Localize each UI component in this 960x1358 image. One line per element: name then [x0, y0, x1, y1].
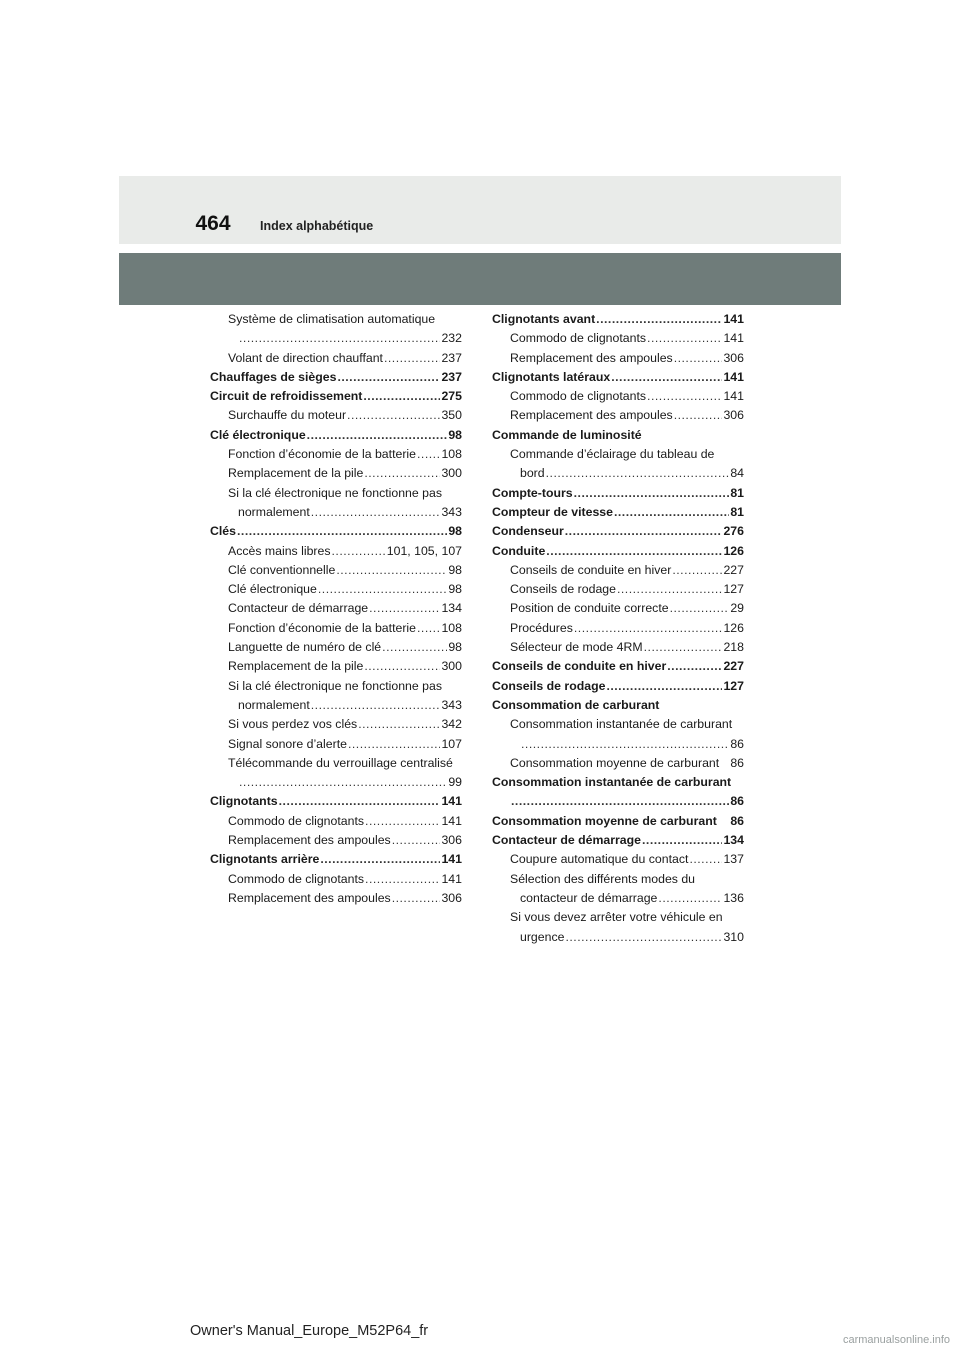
index-entry: [210, 715, 462, 734]
dot-leader: [647, 387, 722, 406]
index-entry-text: Chauffages de sièges: [210, 369, 337, 384]
index-entry-page[interactable]: 237: [441, 369, 462, 384]
index-entry: [492, 522, 744, 541]
dot-leader: [606, 677, 722, 696]
index-entry-page[interactable]: 306: [723, 408, 744, 423]
index-entry-text: Système de climatisation automatique: [228, 312, 436, 326]
index-entry-text: Clignotants avant: [492, 312, 596, 326]
index-entry-text: urgence: [520, 929, 565, 944]
index-entry: [492, 619, 744, 638]
index-entry-page[interactable]: 306: [441, 833, 462, 848]
dot-leader: [332, 542, 386, 561]
index-entry-page[interactable]: 108: [441, 447, 462, 462]
dot-leader: [392, 889, 441, 908]
index-entry-text: Consommation de carburant: [492, 697, 660, 712]
index-entry-page[interactable]: 350: [441, 408, 462, 423]
section-title: Index alphabétique: [260, 219, 374, 233]
index-entry-text: Clignotants latéraux: [492, 369, 611, 384]
index-entry-text: Conduite: [492, 543, 546, 558]
index-entry-page[interactable]: 310: [723, 929, 744, 944]
index-entry: [210, 522, 462, 541]
index-entry-page[interactable]: 141: [441, 794, 462, 809]
index-entry-page[interactable]: 237: [441, 350, 462, 365]
index-entry: [492, 812, 744, 831]
index-entry-text: Clés: [210, 524, 236, 539]
index-entry: [492, 580, 744, 599]
index-column-left: [210, 310, 462, 908]
index-entry-text: Clignotants: [210, 794, 278, 809]
index-entry-text: bord: [520, 466, 545, 481]
index-entry-text: Remplacement des ampoules: [510, 408, 673, 423]
index-entry-page[interactable]: 81: [730, 504, 744, 519]
index-entry-text: contacteur de démarrage: [520, 890, 658, 905]
index-entry: [210, 773, 462, 792]
index-entry-text: normalement: [238, 697, 310, 712]
index-entry: [210, 445, 462, 464]
index-entry: [210, 792, 462, 811]
index-entry: [492, 484, 744, 503]
index-entry-text: Remplacement des ampoules: [510, 350, 673, 365]
dot-leader: [617, 580, 723, 599]
index-entry: [492, 445, 744, 464]
index-entry-page[interactable]: 81: [730, 485, 744, 500]
dot-leader: [658, 889, 722, 908]
index-entry: [210, 850, 462, 869]
index-entry-text: Contacteur de démarrage: [228, 601, 369, 616]
dot-leader: [574, 484, 730, 503]
index-entry-page[interactable]: 127: [723, 582, 744, 597]
index-entry-text: Condenseur: [492, 524, 564, 539]
dot-leader: [565, 928, 722, 947]
index-entry-page[interactable]: 86: [730, 794, 744, 809]
index-entry-page[interactable]: 98: [448, 562, 462, 577]
index-entry: [492, 773, 744, 792]
index-entry-text: Commodo de clignotants: [510, 389, 647, 404]
index-entry: [210, 542, 462, 561]
dot-leader: [644, 638, 723, 657]
index-entry-page[interactable]: 134: [723, 833, 744, 848]
index-entry: [492, 542, 744, 561]
index-entry-text: Procédures: [510, 620, 573, 635]
index-entry: [492, 928, 744, 947]
index-entry: [492, 792, 744, 811]
index-entry: [492, 638, 744, 657]
index-entry: [492, 850, 744, 869]
index-entry: [492, 735, 744, 754]
index-entry: [492, 406, 744, 425]
index-entry-page[interactable]: 141: [723, 312, 744, 326]
index-entry-page[interactable]: 141: [723, 389, 744, 404]
index-entry: [210, 735, 462, 754]
index-entry: [492, 599, 744, 618]
dot-leader: [647, 329, 722, 348]
dot-leader: [369, 599, 440, 618]
index-entry-page[interactable]: 134: [441, 601, 462, 616]
index-entry-text: Consommation moyenne de carburant: [510, 755, 720, 770]
page-number: 464: [195, 212, 231, 235]
index-entry-page[interactable]: 126: [723, 543, 744, 558]
index-entry: [492, 677, 744, 696]
index-entry: [210, 329, 462, 348]
index-entry-text: Conseils de rodage: [492, 678, 606, 693]
index-entry: [492, 503, 744, 522]
index-entry-text: Fonction d’économie de la batterie: [228, 620, 416, 635]
index-entry: [210, 561, 462, 580]
index-entry: [210, 831, 462, 850]
index-entry-text: Remplacement des ampoules: [228, 833, 391, 848]
index-entry-text: Remplacement de la pile: [228, 466, 364, 481]
index-entry-text: Conseils de rodage: [510, 582, 616, 597]
dot-leader: [239, 329, 440, 348]
dot-leader: [611, 368, 722, 387]
dot-leader: [417, 445, 440, 464]
index-entry-page[interactable]: 342: [441, 717, 462, 732]
dot-leader: [392, 831, 441, 850]
dot-leader: [596, 310, 722, 329]
index-entry-page[interactable]: 306: [441, 890, 462, 905]
index-entry: [210, 696, 462, 715]
index-entry-page[interactable]: 300: [441, 659, 462, 674]
footer-manual-id: Owner's Manual_Europe_M52P64_fr: [190, 1323, 429, 1339]
index-entry: [210, 387, 462, 406]
dot-leader: [358, 715, 440, 734]
dot-leader: [239, 773, 447, 792]
dot-leader: [384, 349, 441, 368]
index-entry: [210, 426, 462, 445]
index-entry-text: Contacteur de démarrage: [492, 833, 641, 848]
index-entry: [492, 754, 744, 773]
index-entry-text: Surchauffe du moteur: [228, 408, 347, 423]
index-entry: [210, 406, 462, 425]
index-entry-text: Clé conventionnelle: [228, 562, 336, 577]
index-entry-page[interactable]: 107: [441, 736, 462, 751]
index-entry-page[interactable]: 84: [730, 466, 744, 481]
index-entry-page[interactable]: 137: [723, 852, 744, 867]
index-entry-text: Si la clé électronique ne fonctionne pas: [228, 678, 442, 693]
index-entry-text: Conseils de conduite en hiver: [492, 659, 667, 674]
index-entry-page[interactable]: 232: [441, 331, 462, 346]
index-entry: [492, 426, 744, 445]
index-entry-page[interactable]: 343: [441, 504, 462, 519]
index-entry-page[interactable]: 86: [730, 755, 744, 770]
index-entry: [210, 349, 462, 368]
index-entry-text: Clé électronique: [228, 582, 317, 597]
index-entry-page[interactable]: 276: [723, 524, 744, 539]
dot-leader: [511, 792, 729, 811]
index-entry: [210, 812, 462, 831]
index-entry: [210, 754, 462, 773]
index-entry-text: Languette de numéro de clé: [228, 640, 382, 655]
index-entry-page[interactable]: 141: [441, 813, 462, 828]
index-entry: [492, 310, 744, 329]
section-banner: [119, 253, 841, 305]
index-entry-page[interactable]: 29: [730, 601, 744, 616]
dot-leader: [320, 850, 440, 869]
index-entry: [210, 657, 462, 676]
index-entry-text: normalement: [238, 504, 310, 519]
index-entry-text: Remplacement de la pile: [228, 659, 364, 674]
watermark: carmanualsonline.info: [842, 1334, 950, 1346]
dot-leader: [417, 619, 440, 638]
index-entry: [210, 599, 462, 618]
index-entry: [210, 619, 462, 638]
dot-leader: [311, 503, 441, 522]
dot-leader: [565, 522, 723, 541]
index-entry: [492, 464, 744, 483]
dot-leader: [672, 561, 722, 580]
dot-leader: [574, 619, 723, 638]
dot-leader: [279, 792, 441, 811]
index-entry-text: Position de conduite correcte: [510, 601, 669, 616]
dot-leader: [670, 599, 730, 618]
dot-leader: [614, 503, 729, 522]
index-entry-text: Fonction d’économie de la batterie: [228, 447, 416, 462]
index-entry-page[interactable]: 141: [441, 852, 462, 867]
dot-leader: [337, 368, 440, 387]
index-entry-text: Si la clé électronique ne fonctionne pas: [228, 485, 442, 500]
index-entry-text: Si vous devez arrêter votre véhicule en: [510, 910, 723, 925]
index-entry-page[interactable]: 300: [441, 466, 462, 481]
index-entry: [492, 349, 744, 368]
dot-leader: [667, 657, 722, 676]
dot-leader: [336, 561, 447, 580]
index-entry: [210, 310, 462, 329]
index-entry-page[interactable]: 98: [448, 582, 462, 597]
dot-leader: [642, 831, 722, 850]
index-entry-page[interactable]: 343: [441, 697, 462, 712]
index-entry-page[interactable]: 136: [723, 890, 744, 905]
index-entry-page[interactable]: 98: [448, 524, 462, 539]
index-entry: [210, 638, 462, 657]
index-entry-page[interactable]: 98: [448, 640, 462, 655]
dot-leader: [307, 426, 448, 445]
dot-leader: [674, 349, 723, 368]
index-entry-page[interactable]: 127: [723, 678, 744, 693]
index-entry-text: Conseils de conduite en hiver: [510, 562, 672, 577]
dot-leader: [546, 542, 722, 561]
index-entry-page[interactable]: 227: [723, 659, 744, 674]
index-entry-page[interactable]: 99: [448, 775, 462, 790]
index-entry-text: Consommation instantanée de carburant: [492, 775, 732, 790]
index-entry-text: Consommation instantanée de carburant: [510, 717, 733, 732]
dot-leader: [318, 580, 447, 599]
index-entry: [210, 484, 462, 503]
index-entry: [492, 657, 744, 676]
index-entry: [210, 677, 462, 696]
index-entry: [210, 368, 462, 387]
index-entry-page[interactable]: 218: [723, 640, 744, 655]
index-entry-page[interactable]: 108: [441, 620, 462, 635]
index-entry-page[interactable]: 141: [441, 871, 462, 886]
index-entry: [492, 889, 744, 908]
index-entry-page[interactable]: 141: [723, 369, 744, 384]
index-entry-text: Sélecteur de mode 4RM: [510, 640, 643, 655]
dot-leader: [237, 522, 447, 541]
index-entry-text: Compteur de vitesse: [492, 504, 613, 519]
index-entry: [492, 696, 744, 715]
index-entry: [492, 831, 744, 850]
index-entry: [492, 908, 744, 927]
index-entry-text: Signal sonore d’alerte: [228, 736, 347, 751]
index-entry-page[interactable]: 306: [723, 350, 744, 365]
dot-leader: [382, 638, 447, 657]
index-entry-page[interactable]: 275: [441, 389, 462, 404]
index-entry: [210, 503, 462, 522]
dot-leader: [364, 657, 440, 676]
dot-leader: [674, 406, 723, 425]
dot-leader: [364, 464, 440, 483]
index-entry: [492, 368, 744, 387]
index-entry-page[interactable]: 227: [723, 562, 744, 577]
index-entry: [492, 387, 744, 406]
index-entry-page[interactable]: 86: [730, 813, 744, 828]
dot-leader: [689, 850, 722, 869]
index-entry-text: Commande de luminosité: [492, 427, 642, 442]
index-entry-text: Commodo de clignotants: [228, 871, 365, 886]
index-entry: [210, 889, 462, 908]
index-entry-text: Télécommande du verrouillage centralisé: [228, 755, 453, 770]
index-entry-text: Remplacement des ampoules: [228, 890, 391, 905]
index-entry-page[interactable]: 98: [448, 427, 462, 442]
index-entry-text: Compte-tours: [492, 485, 573, 500]
index-column-right: [492, 310, 744, 947]
dot-leader: [546, 464, 730, 483]
index-entry: [210, 580, 462, 599]
index-entry-page[interactable]: 126: [723, 620, 744, 635]
index-entry-text: Consommation moyenne de carburant: [492, 813, 717, 828]
index-entry-text: Commodo de clignotants: [510, 331, 647, 346]
dot-leader: [363, 387, 440, 406]
index-entry-text: Clé électronique: [210, 427, 306, 442]
index-entry-page[interactable]: 86: [730, 736, 744, 751]
index-entry-text: Circuit de refroidissement: [210, 389, 363, 404]
index-entry: [210, 464, 462, 483]
index-entry-text: Commodo de clignotants: [228, 813, 365, 828]
index-entry: [210, 870, 462, 889]
index-entry: [492, 715, 744, 734]
dot-leader: [347, 406, 440, 425]
dot-leader: [365, 870, 440, 889]
index-entry-page[interactable]: 141: [723, 331, 744, 346]
index-entry-text: Clignotants arrière: [210, 852, 320, 867]
index-entry: [492, 870, 744, 889]
index-entry-page[interactable]: 101, 105, 107: [386, 543, 462, 558]
dot-leader: [521, 735, 729, 754]
dot-leader: [348, 735, 441, 754]
index-entry-text: Volant de direction chauffant: [228, 350, 383, 365]
index-entry: [492, 329, 744, 348]
index-entry-text: Sélection des différents modes du: [510, 871, 696, 886]
index-entry-text: Commande d’éclairage du tableau de: [510, 447, 715, 462]
dot-leader: [365, 812, 440, 831]
dot-leader: [311, 696, 441, 715]
index-entry-text: Coupure automatique du contact: [510, 852, 689, 867]
index-entry-text: Accès mains libres: [228, 543, 331, 558]
index-entry-text: Si vous perdez vos clés: [228, 717, 358, 732]
index-entry: [492, 561, 744, 580]
